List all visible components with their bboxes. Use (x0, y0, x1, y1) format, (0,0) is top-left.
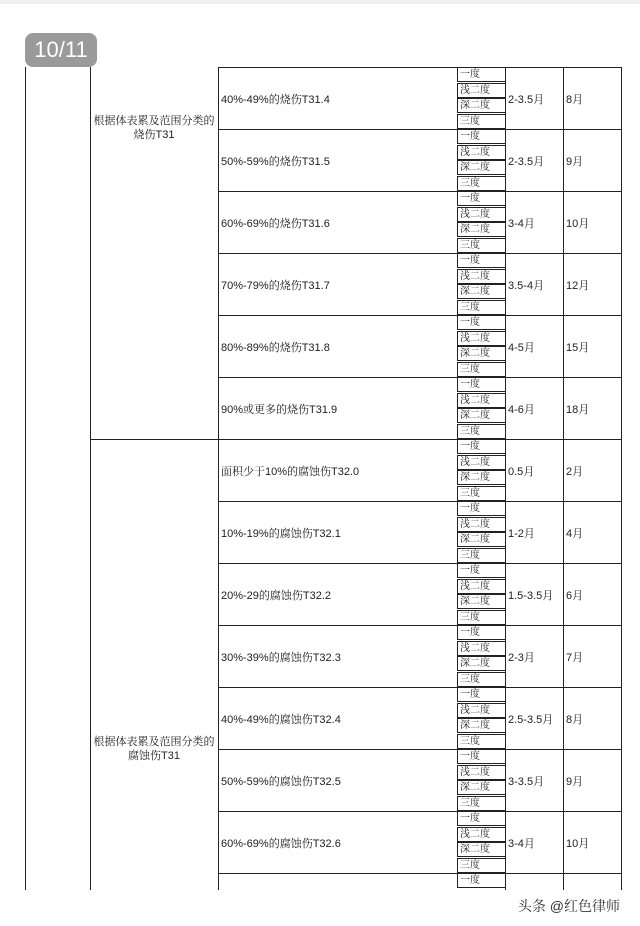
row-divider (218, 563, 622, 564)
duration-range: 3-4月 (508, 838, 535, 850)
degree-cell: 深二度 (457, 842, 506, 857)
duration-range: 3-4月 (508, 218, 535, 230)
duration-range: 1-2月 (508, 528, 535, 540)
degree-cell: 浅二度 (457, 145, 506, 160)
degree-cell: 三度 (457, 362, 506, 377)
degree-cell: 三度 (457, 176, 506, 191)
max-duration: 12月 (566, 280, 590, 292)
degree-cell: 三度 (457, 238, 506, 253)
degree-cell: 一度 (457, 439, 506, 454)
degree-cell: 一度 (457, 67, 506, 82)
duration-range: 2.5-3.5月 (508, 714, 554, 726)
injury-name: 40%-49%的烧伤T31.4 (221, 94, 330, 106)
row-divider (218, 687, 622, 688)
degree-cell: 三度 (457, 114, 506, 129)
injury-name: 10%-19%的腐蚀伤T32.1 (221, 528, 341, 540)
row-divider (218, 377, 622, 378)
degree-cell: 一度 (457, 749, 506, 764)
injury-name: 70%-79%的烧伤T31.7 (221, 280, 330, 292)
row-divider (218, 501, 622, 502)
injury-name: 50%-59%的烧伤T31.5 (221, 156, 330, 168)
degree-cell: 深二度 (457, 718, 506, 733)
row-divider (218, 253, 622, 254)
degree-cell: 浅二度 (457, 703, 506, 718)
injury-name: 40%-49%的腐蚀伤T32.4 (221, 714, 341, 726)
duration-range: 1.5-3.5月 (508, 590, 554, 602)
row-divider (218, 315, 622, 316)
degree-cell: 浅二度 (457, 765, 506, 780)
max-duration: 6月 (566, 590, 584, 602)
duration-range: 2-3.5月 (508, 94, 545, 106)
duration-range: 2-3.5月 (508, 156, 545, 168)
degree-cell: 一度 (457, 191, 506, 206)
column-divider (90, 67, 91, 890)
degree-cell: 三度 (457, 424, 506, 439)
degree-cell: 一度 (457, 253, 506, 268)
table-left-border (25, 67, 26, 890)
category-label: 根据体表累及范围分类的 腐蚀伤T31 (93, 736, 215, 762)
max-duration: 9月 (566, 776, 584, 788)
degree-cell: 深二度 (457, 470, 506, 485)
degree-cell: 浅二度 (457, 455, 506, 470)
injury-name: 60%-69%的烧伤T31.6 (221, 218, 330, 230)
degree-cell: 深二度 (457, 160, 506, 175)
injury-name: 30%-39%的腐蚀伤T32.3 (221, 652, 341, 664)
max-duration: 15月 (566, 342, 590, 354)
max-duration: 7月 (566, 652, 584, 664)
injury-name: 50%-59%的腐蚀伤T32.5 (221, 776, 341, 788)
degree-cell: 浅二度 (457, 269, 506, 284)
degree-cell: 一度 (457, 811, 506, 826)
degree-cell: 三度 (457, 734, 506, 749)
degree-cell: 深二度 (457, 594, 506, 609)
duration-range: 0.5月 (508, 466, 535, 478)
max-duration: 4月 (566, 528, 584, 540)
duration-range: 3.5-4月 (508, 280, 545, 292)
degree-cell: 深二度 (457, 284, 506, 299)
degree-cell: 深二度 (457, 532, 506, 547)
degree-cell: 深二度 (457, 408, 506, 423)
degree-cell: 深二度 (457, 98, 506, 113)
degree-cell: 一度 (457, 315, 506, 330)
injury-name: 60%-69%的腐蚀伤T32.6 (221, 838, 341, 850)
row-divider (218, 749, 622, 750)
degree-cell: 浅二度 (457, 393, 506, 408)
degree-cell: 三度 (457, 486, 506, 501)
degree-cell: 一度 (457, 377, 506, 392)
max-duration: 18月 (566, 404, 590, 416)
footer-watermark: 头条 @红色律师 (517, 898, 620, 914)
max-duration: 8月 (566, 714, 584, 726)
degree-cell: 三度 (457, 796, 506, 811)
degree-cell: 深二度 (457, 222, 506, 237)
degree-cell: 一度 (457, 873, 506, 888)
degree-cell: 深二度 (457, 346, 506, 361)
degree-cell: 深二度 (457, 780, 506, 795)
degree-cell: 浅二度 (457, 83, 506, 98)
duration-range: 2-3月 (508, 652, 535, 664)
row-divider (218, 67, 622, 68)
category-label: 根据体表累及范围分类的 烧伤T31 (93, 115, 215, 141)
max-duration: 2月 (566, 466, 584, 478)
degree-cell: 三度 (457, 548, 506, 563)
duration-range: 3-3.5月 (508, 776, 545, 788)
duration-range: 4-6月 (508, 404, 535, 416)
degree-cell: 一度 (457, 501, 506, 516)
injury-name: 面积少于10%的腐蚀伤T32.0 (221, 466, 360, 478)
degree-cell: 浅二度 (457, 517, 506, 532)
duration-range: 4-5月 (508, 342, 535, 354)
degree-cell: 三度 (457, 610, 506, 625)
max-duration: 9月 (566, 156, 584, 168)
injury-name: 80%-89%的烧伤T31.8 (221, 342, 330, 354)
row-divider (218, 129, 622, 130)
degree-cell: 一度 (457, 625, 506, 640)
degree-cell: 三度 (457, 300, 506, 315)
injury-name: 90%或更多的烧伤T31.9 (221, 404, 338, 416)
degree-cell: 浅二度 (457, 331, 506, 346)
degree-cell: 三度 (457, 858, 506, 873)
degree-cell: 浅二度 (457, 827, 506, 842)
row-divider (218, 873, 622, 874)
max-duration: 8月 (566, 94, 584, 106)
max-duration: 10月 (566, 838, 590, 850)
degree-cell: 浅二度 (457, 207, 506, 222)
page-indicator: 10/11 (25, 33, 97, 67)
row-divider (218, 191, 622, 192)
degree-cell: 浅二度 (457, 641, 506, 656)
max-duration: 10月 (566, 218, 590, 230)
degree-cell: 一度 (457, 687, 506, 702)
degree-cell: 一度 (457, 129, 506, 144)
footer-bar (0, 890, 640, 926)
degree-cell: 深二度 (457, 656, 506, 671)
row-divider (218, 625, 622, 626)
degree-cell: 三度 (457, 672, 506, 687)
section-divider (90, 439, 622, 440)
row-divider (218, 811, 622, 812)
degree-cell: 浅二度 (457, 579, 506, 594)
injury-name: 20%-29的腐蚀伤T32.2 (221, 590, 332, 602)
degree-cell: 一度 (457, 563, 506, 578)
